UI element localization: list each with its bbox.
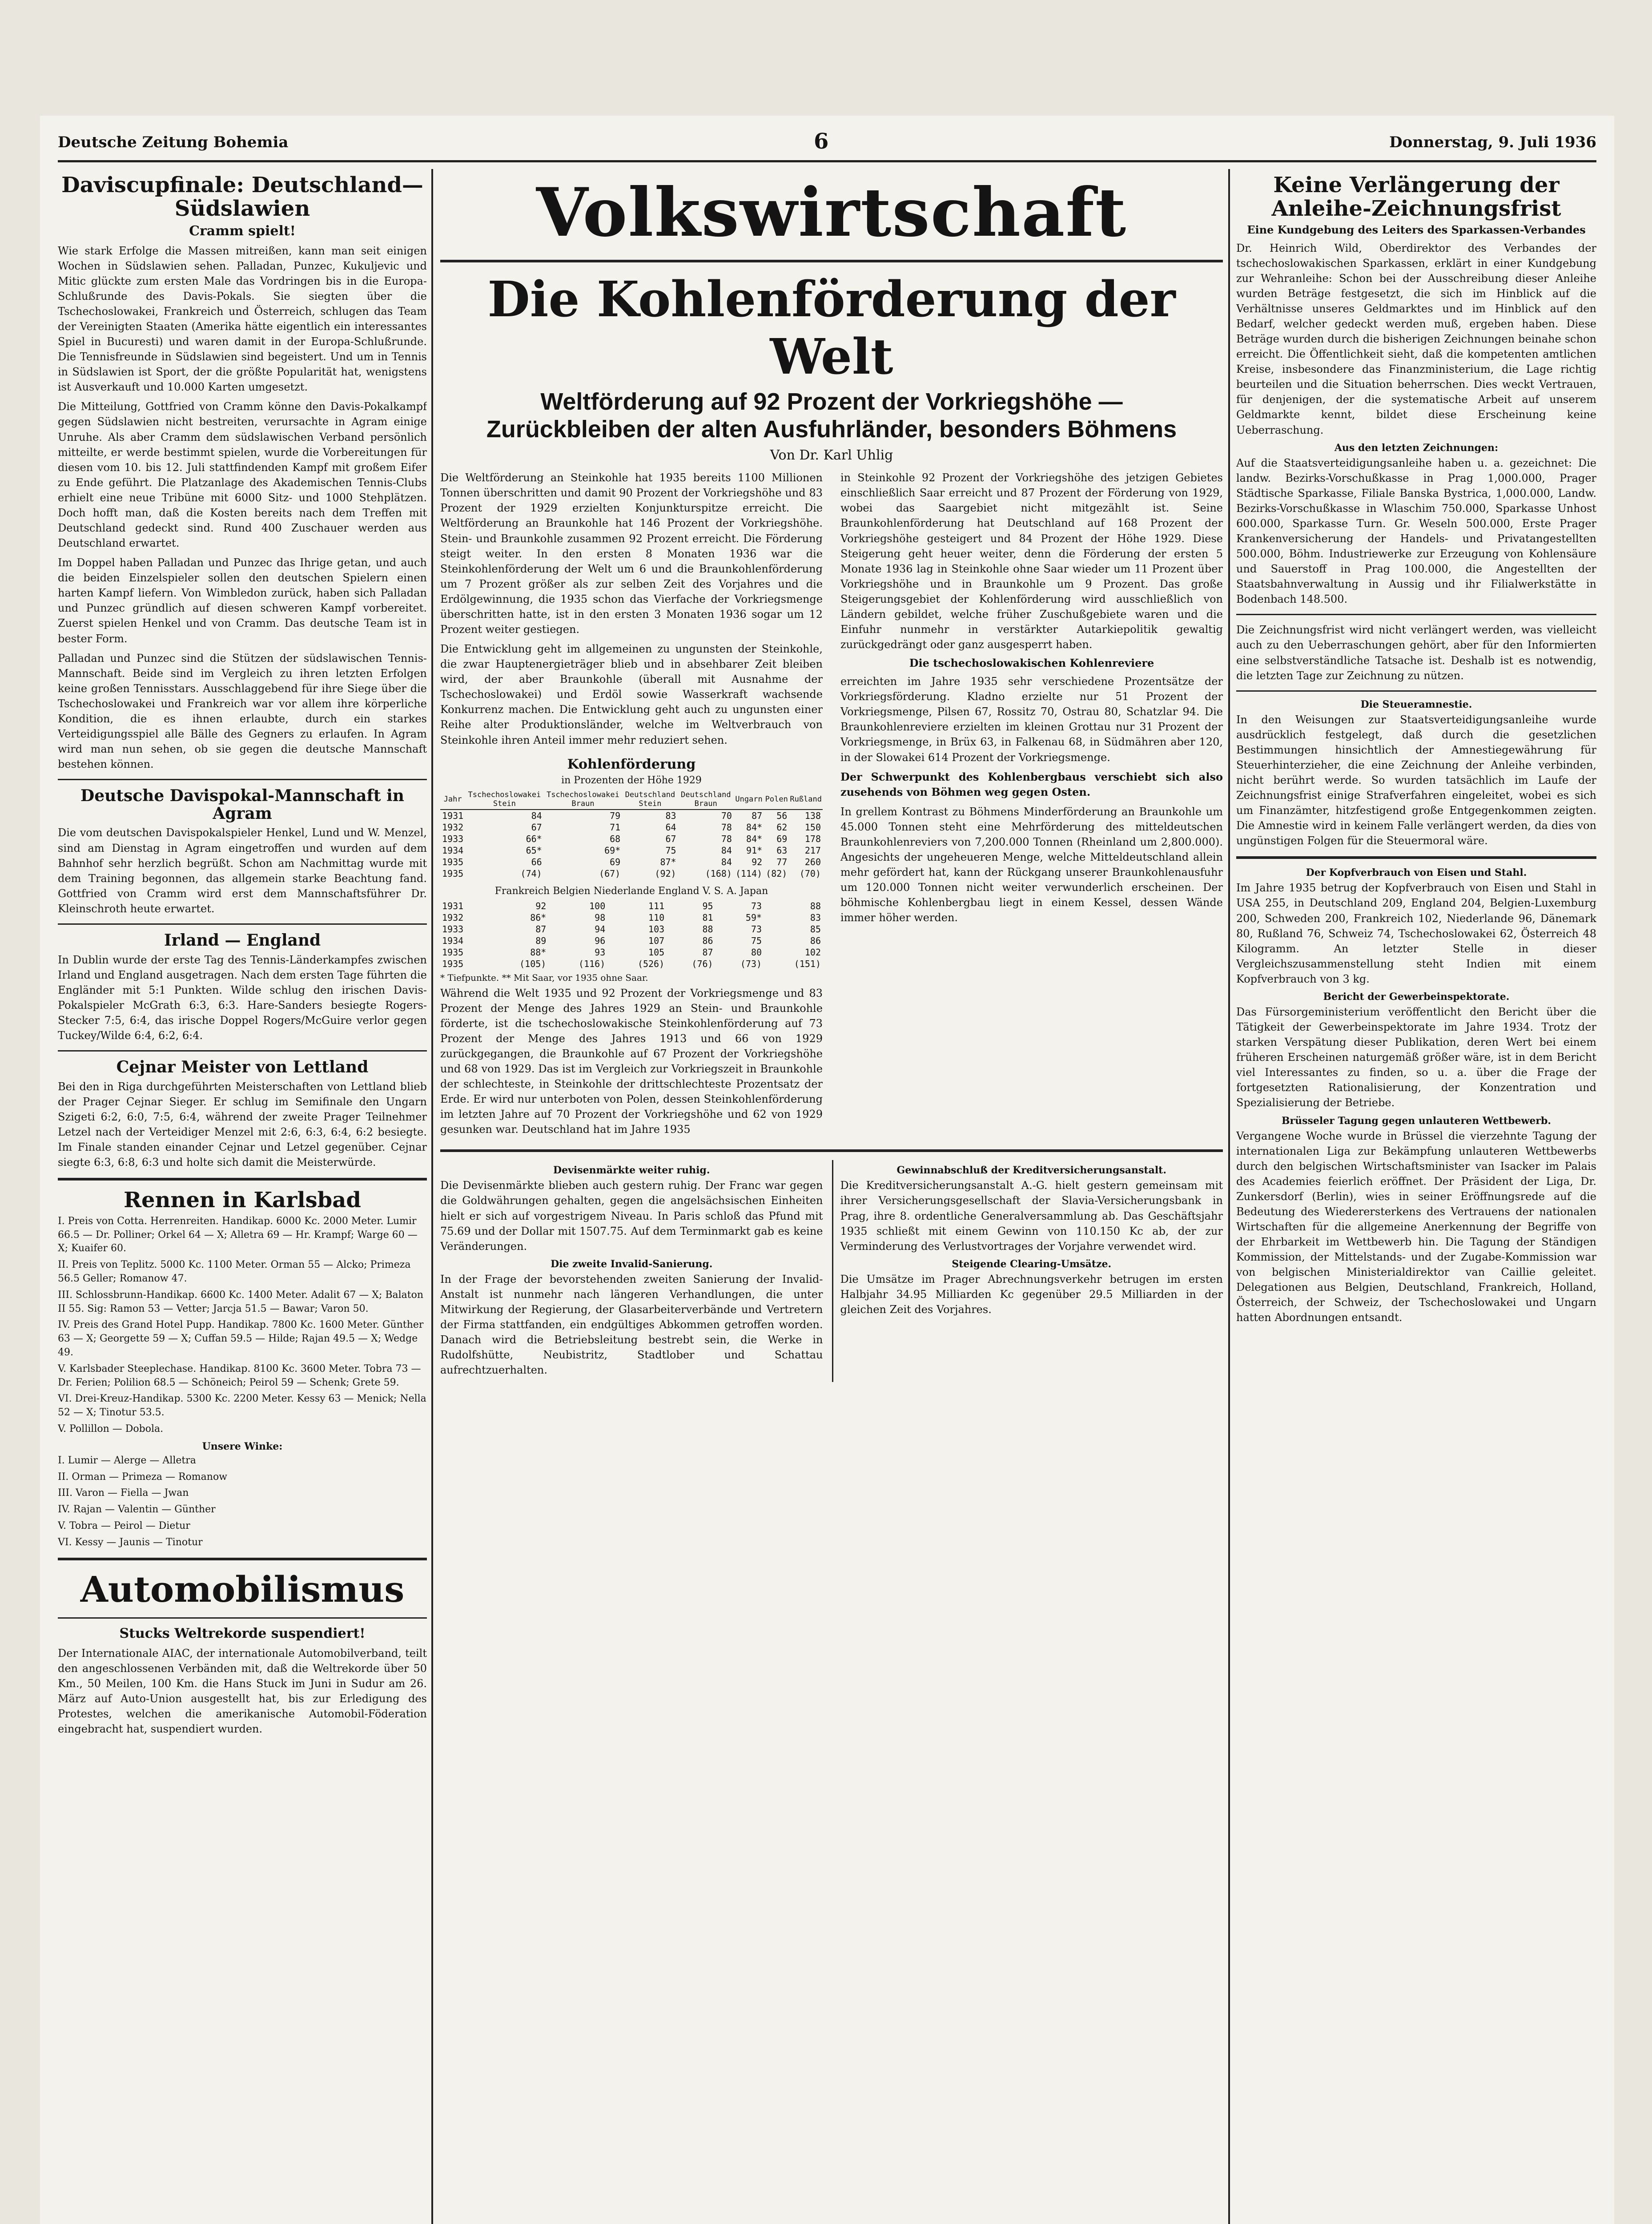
table-cell: 92 (535, 900, 547, 911)
newspaper-page (40, 116, 1614, 2224)
table-cell: 178 (804, 833, 821, 844)
koks-headline: Der Kopfverbrauch von Eisen und Stahl. (1306, 867, 1527, 879)
table-cell: 83 (665, 810, 676, 821)
table-cell: 96 (595, 935, 606, 946)
table-cell: 87 (535, 923, 547, 935)
tipp-line: I. Lumir — Alerge — Alletra (58, 1454, 196, 1466)
list-title: Aus den letzten Zeichnungen: (1334, 442, 1499, 454)
race-entry: V. Karlsbader Steeplechase. Handikap. 8100 Kc. 3600 Meter. Tobra 73 — Dr. Ferien; Polilion 68.5 — Schöneich; Peirol 59 — Schenk; Grete 59. (58, 1363, 421, 1388)
table-cell: 63 (776, 845, 788, 856)
table-cell: (70) (799, 868, 821, 879)
article-body (440, 470, 1223, 1141)
table-cell: (151) (794, 958, 821, 969)
table-cell: 88 (810, 900, 821, 911)
table-cell: 80 (751, 947, 762, 958)
table-row (440, 900, 823, 912)
table-cell: 84 (721, 856, 732, 867)
auto-subtitle: Stucks Weltrekorde suspendiert! (119, 1625, 366, 1641)
article-deck: Weltförderung auf 92 Prozent der Vorkriegshöhe — Zurückbleiben der alten Ausfuhrländer, besonders Böhmens (486, 388, 1177, 443)
center-column (440, 169, 1223, 2224)
rennen-headline: Rennen in Karlsbad (124, 1188, 361, 1213)
left-column (58, 169, 427, 2224)
table-cell: 1935 (442, 856, 464, 867)
table-cell: 81 (702, 912, 713, 923)
divider (1236, 856, 1596, 859)
divider (1236, 614, 1596, 615)
coal-table-2 (440, 900, 823, 970)
table-cell: 1935 (442, 947, 464, 958)
tipp-line: II. Orman — Primeza — Romanow (58, 1471, 228, 1483)
table-cell: 68 (610, 833, 621, 844)
table-cell: 75 (665, 845, 676, 856)
table-row (440, 958, 823, 970)
keine-headline: Keine Verlängerung der Anleihe-Zeichnungsfrist (1271, 173, 1561, 221)
article-paragraph: Das Fürsorgeministerium veröffentlicht den Bericht über die Tätigkeit der Gewerbeinspektorate im Jahre 1934. Trotz der starken Verspätung dieser Publikation, deren Wert bei einem früheren Erscheinen naturgemäß größer wäre, ist in dem Bericht viel Interessantes zu finden, so u. a. über die Frage der fortgesetzten Rationalisierung, der Konzentration und Spezialisierung der Betriebe. (1236, 1005, 1596, 1109)
table-cell: 59* (745, 912, 762, 923)
article-paragraph: erreichten im Jahre 1935 sehr verschiedene Prozentsätze der Vorkriegsförderung. Kladno erzielte nur 51 Prozent der Vorkriegsmenge, Pilsen 67, Rossitz 70, Ostrau 80, Schatzlar 94. Die Braunkohlenreviere erzielten im kleinen Grottau nur 31 Prozent der Vorkriegsmenge, in Brüx 63, in Falkenau 68, in Südmähren aber 120, in der Slowakei 614 Prozent der Vorkriegsmenge. (840, 675, 1223, 764)
table-row (440, 822, 823, 833)
table-cell: 86 (702, 935, 713, 946)
table-cell: 78 (721, 833, 732, 844)
table-cell: 87 (702, 947, 713, 958)
table-row (440, 856, 823, 868)
race-entry: III. Schlossbrunn-Handikap. 6600 Kc. 1400 Meter. Adalit 67 — X; Balaton II 55. Sig: Ramon 53 — Vetter; Jarcja 51.5 — Bawar; Varon 50. (58, 1289, 424, 1314)
table-cell: 1934 (442, 935, 464, 946)
brief-title: Devisenmärkte weiter ruhig. (553, 1164, 710, 1176)
article-paragraph: Im Doppel haben Palladan und Punzec das Ihrige getan, und auch die beiden Einzelspieler sollen den deutschen Spielern einen harten Kampf liefern. Von Wimbledon zurück, haben sich Palladan und Punzec gründlich auf diesen schweren Kampf vorbereitet. Zuerst spielen Henkel und von Cramm. Das deutsche Team ist in bester Form. (58, 556, 427, 645)
article-paragraph: Bei den in Riga durchgeführten Meisterschaften von Lettland blieb der Prager Cejnar Sieger. Er schlug im Semifinale den Ungarn Szigeti 6:2, 6:0, 7:5, 6:4, während der zweite Prager Teilnehmer Letzel nach der Verteidiger Menzel mit 2:6, 6:3, 6:4, 6:2 besiegte. Im Finale standen einander Cejnar und Letzel gegenüber. Cejnar siegte 6:3, 6:8, 6:3 und holte sich damit die Meisterwürde. (58, 1080, 427, 1168)
table-cell: 87* (660, 856, 676, 867)
divider (58, 923, 427, 925)
brief-text: Die Kreditversicherungsanstalt A.-G. hielt gestern gemeinsam mit ihrer Versicherungsgesellschaft der Slavia-Versicherungsbank in Prag, ihre 8. ordentliche Generalversammlung ab. Das Geschäftsjahr 1935 schließt mit einem Gewinn von 110.150 Kc ab, der zur Verminderung des Verlustvortrages der Vorjahre verwendet wird. (840, 1179, 1223, 1253)
table-cell: 86* (530, 912, 547, 923)
table-cell: (73) (740, 958, 762, 969)
article-paragraph: In Dublin wurde der erste Tag des Tennis-Länderkampfes zwischen Irland und England ausgetragen. Nach dem ersten Tage führten die Engländer mit 5:1 Punkten. Wilde schlug den irischen Davis-Pokalspieler McGrath 6:3, 6:3. Hare-Sanders besiegte Rogers-Stecker 7:5, 6:4, das irische Doppel Rogers/McGuire verlor gegen Tuckey/Wilde 6:4, 6:2, 6:4. (58, 953, 427, 1042)
table-cell: (105) (519, 958, 547, 969)
brief-title: Die zweite Invalid-Sanierung. (551, 1258, 713, 1270)
article-paragraph: Auf die Staatsverteidigungsanleihe haben u. a. gezeichnet: Die landw. Bezirks-Vorschußkasse in Prag 1,000.000, Prager Städtische Sparkasse, Filiale Banska Bystrica, 1,000.000, Landw. Bezirks-Vorschußkasse in Wlaschim 750.000, Sparkasse Unhost 600.000, Sparkasse Turn. Gr. Weseln 500.000, Erste Prager Krankenversicherung der Handels- und Privatangestellten 500.000, Böhm. Industriewerke zur Erzeugung von Kohlensäure und Sauerstoff in Prag 100.000, die Angestellten der Staatsbahnverwaltung in Aussig und ihr Filialwerkstätte in Bodenbach 148.500. (1236, 456, 1596, 606)
divider (58, 1178, 427, 1180)
table-cell: 88* (530, 947, 547, 958)
table-cell: 94 (595, 923, 606, 935)
table-cell: (168) (705, 868, 732, 879)
race-entry: VI. Drei-Kreuz-Handikap. 5300 Kc. 2200 Meter. Kessy 63 — Menick; Nella 52 — X; Tinotur 53.5. (58, 1393, 426, 1418)
table-cell: 69 (610, 856, 621, 867)
cejnar-headline: Cejnar Meister von Lettland (116, 1057, 369, 1076)
table-header-cell: Tschechoslowakei Stein (465, 790, 544, 810)
table-cell: 84 (721, 845, 732, 856)
table-header-cell: Jahr (440, 790, 465, 810)
davis-headline: Daviscupfinale: Deutschland—Südslawien (61, 173, 423, 221)
irland-headline: Irland — England (164, 931, 321, 950)
table-subtitle: in Prozenten der Höhe 1929 (561, 774, 702, 786)
brief-block (832, 1160, 1223, 1382)
bruessel-headline: Brüsseler Tagung gegen unlauteren Wettbewerb. (1281, 1115, 1552, 1127)
page-header (58, 129, 1596, 156)
table-row (440, 833, 823, 845)
brief-block (440, 1160, 823, 1382)
table-cell: 67 (665, 833, 676, 844)
article-paragraph: Die vom deutschen Davispokalspieler Henkel, Lund und W. Menzel, sind am Dienstag in Agram eingetroffen und wurden auf dem Bahnhof sehr herzlich begrüßt. Schon am Nachmittag wurde mit dem Training begonnen, das allgemein starke Beachtung fand. Gottfried von Cramm wird erst dem Mannschaftsführer Dr. Kleinschroth heute erwartet. (58, 826, 427, 915)
article-paragraph: Die Weltförderung an Steinkohle hat 1935 bereits 1100 Millionen Tonnen überschritten und damit 90 Prozent der Vorkriegshöhe und 83 Prozent der 1929 erzielten Konjunkturspitze erreicht. Die Weltförderung an Braunkohle hat 146 Prozent der Vorkriegshöhe. Stein- und Braunkohle zusammen 92 Prozent erreicht. Die Förderung steigt weiter. In den ersten 8 Monaten 1936 war die Steinkohlenförderung der Welt um 6 und die Braunkohlenförderung um 7 Prozent größer als zur selben Zeit des Vorjahres und die Erdölgewinnung, die 1935 schon das Vierfache der Vorkriegsmenge überschritten hatte, ist in den ersten 3 Monaten 1936 sogar um 12 Prozent weiter gestiegen. (440, 471, 823, 636)
table-cell: 88 (702, 923, 713, 935)
table-cell: 89 (535, 935, 547, 946)
table-row (440, 935, 823, 947)
table-row (440, 947, 823, 958)
table-cell: 102 (804, 947, 821, 958)
table-cell: 100 (589, 900, 606, 911)
table-cell: 95 (702, 900, 713, 911)
table-cell: 1934 (442, 845, 464, 856)
race-entry: V. Pollillon — Dobola. (58, 1423, 164, 1434)
table-cell: 98 (595, 912, 606, 923)
table-cell: (74) (520, 868, 542, 879)
table-title: Kohlenförderung (567, 756, 696, 772)
table-cell: 84* (746, 822, 763, 833)
brief-text: In der Frage der bevorstehenden zweiten Sanierung der Invalid-Anstalt ist nunmehr nach längeren Verhandlungen, die unter Mitwirkung der Regierung, der Glasarbeiterverbände und Vertretern der Firma stattfanden, ein endgültiges Abkommen getroffen worden. Danach wird die Betriebsleitung bestrebt sein, die Werke in Rudolfshütte, Neubistritz, Stadtlober und Schattau aufrechtzuerhalten. (440, 1273, 823, 1377)
article-paragraph: Die Zeichnungsfrist wird nicht verlängert werden, was vielleicht auch zu den Ueberraschungen gehört, aber für den Informierten eine selbstverständliche Tatsache ist. Deshalb ist es notwendig, die letzten Tage zur Zeichnung zu nützen. (1236, 624, 1596, 682)
steuer-headline: Die Steueramnestie. (1360, 698, 1472, 710)
table-cell: 85 (810, 923, 821, 935)
table-header-cell: Deutschland Braun (678, 790, 734, 810)
table-header-cell: Ungarn (734, 790, 764, 810)
article-paragraph: Der Schwerpunkt des Kohlenbergbaus verschiebt sich also zusehends von Böhmen weg gegen Osten. (840, 770, 1223, 798)
table-cell: 77 (776, 856, 788, 867)
table-cell: 87 (752, 810, 763, 821)
davis-subtitle: Cramm spielt! (189, 223, 296, 239)
column-separator (431, 169, 433, 2224)
table-header-cell: Polen (764, 790, 789, 810)
table-cell: 71 (610, 822, 621, 833)
tipp-line: IV. Rajan — Valentin — Günther (58, 1504, 216, 1515)
table-row (440, 868, 823, 879)
table-cell: 92 (752, 856, 763, 867)
article-paragraph: Dr. Heinrich Wild, Oberdirektor des Verbandes der tschechoslowakischen Sparkassen, erklärt in einer Kundgebung zur Wehranleihe: Schon bei der Ausschreibung dieser Anleihe wurden Beträge festgesetzt, die sich im Hinblick auf die Verhältnisse unseres Geldmarktes und im Hinblick auf den Bedarf, welcher gedeckt werden muß, ergeben haben. Diese Beträge wurden durch die bisherigen Zeichnungen beinahe schon erreicht. Die Öffentlichkeit sieht, daß die kompetenten amtlichen Kreise, insbesondere das Finanzministerium, die Lage richtig beurteilen und die Situation beherrschen. Dies weckt Vertrauen, für denjenigen, der die systematische Arbeit auf unserem Geldmarkte kennt, bildet diese Erscheinung keine Ueberraschung. (1236, 242, 1596, 436)
table-cell: 1931 (442, 810, 464, 821)
table-cell: 103 (648, 923, 665, 935)
article-paragraph: Die Mitteilung, Gottfried von Cramm könne den Davis-Pokalkampf gegen Südslawien nicht bestreiten, verursachte in Agram einige Unruhe. Als aber Cramm dem südslawischen Verband persönlich mitteilte, er werde bestimmt spielen, wurde die Vorbereitungen für diesen vom 10. bis 12. Juli stattfindenden Kampf mit großem Eifer zu Ende geführt. Die Platzanlage des Akademischen Tennis-Clubs erhielt eine neue Tribüne mit 6000 Sitz- und 1000 Stehplätzen. Doch hofft man, daß die Kosten bereits nach dem Treffen mit Deutschland gedeckt sind. Rund 400 Zuschauer werden aus Deutschland erwartet. (58, 400, 427, 550)
table-cell: 1935 (442, 868, 464, 879)
table-cell: 110 (648, 912, 665, 923)
table-cell: 260 (804, 856, 821, 867)
table-cell: 69* (604, 845, 621, 856)
table-header-cell: Tschechoslowakei Braun (544, 790, 623, 810)
economy-briefs (440, 1160, 1223, 1382)
table-cell: 91* (746, 845, 763, 856)
table-cell: 83 (810, 912, 821, 923)
table-cell: 62 (776, 822, 788, 833)
right-column (1236, 169, 1596, 2224)
table-cell: 107 (648, 935, 665, 946)
brief-text: Die Devisenmärkte blieben auch gestern ruhig. Der Franc war gegen die Goldwährungen gehalten, gegen die angelsächsischen Einheiten hielt er sich auf vorgestrigem Niveau. In Paris schloß das Pfund mit 75.69 und der Dollar mit 1507.75. Auf dem Terminmarkt gab es keine Veränderungen. (440, 1179, 823, 1253)
brief-title: Steigende Clearing-Umsätze. (952, 1258, 1112, 1270)
table-cell: 105 (648, 947, 665, 958)
article-paragraph: Im Jahre 1935 betrug der Kopfverbrauch von Eisen und Stahl in USA 255, in Deutschland 209, England 204, Belgien-Luxemburg 200, Schweden 200, Frankreich 102, Niederlande 96, Dänemark 80, Rußland 76, Schweiz 74, Tschechoslowakei 62, Österreich 48 Kilogramm. An letzter Stelle in dieser Vergleichszusammenstellung steht Indien mit einem Kopfverbrauch von 3 kg. (1236, 882, 1596, 985)
brief-text: Die Umsätze im Prager Abrechnungsverkehr betrugen im ersten Halbjahr 34.95 Milliarden Kc gegenüber 29.5 Milliarden in der gleichen Zeit des Vorjahres. (840, 1273, 1223, 1316)
page-number: 6 (814, 129, 829, 154)
article-byline: Von Dr. Karl Uhlig (770, 447, 893, 463)
column-separator (1228, 169, 1230, 2224)
table-cell: 111 (648, 900, 665, 911)
table-cell: 1931 (442, 900, 464, 911)
tipp-title: Unsere Winke: (202, 1440, 283, 1452)
table-cell: (114) (735, 868, 763, 879)
divider (58, 779, 427, 780)
article-paragraph: Während die Welt 1935 und 92 Prozent der Vorkriegsmenge und 83 Prozent der Menge des Jahres 1929 an Stein- und Braunkohle förderte, ist die tschechoslowakische Steinkohlenförderung auf 73 Prozent der Menge des Jahres 1913 und 66 von 1929 zurückgegangen, die Braunkohle auf 67 Prozent der Vorkriegshöhe und 68 von 1929. Das ist im Vergleich zur Vorkriegszeit in Braunkohle der schlechteste, in Steinkohle der drittschlechteste Prozentsatz der Erde. Er wird nur unterboten von Polen, dessen Steinkohlenförderung im letzten Jahre auf 70 Prozent der Vorkriegshöhe und 62 von 1929 gesunken war. Deutschland hat im Jahre 1935 (440, 987, 823, 1136)
table-row (440, 923, 823, 935)
divider (58, 1617, 427, 1619)
header-left: Deutsche Zeitung Bohemia (58, 133, 289, 151)
table-cell: 66 (531, 856, 542, 867)
table-cell: 93 (595, 947, 606, 958)
table-cell: 65* (526, 845, 542, 856)
tipp-line: VI. Kessy — Jaunis — Tinotur (58, 1536, 203, 1548)
table-cell: 73 (751, 900, 762, 911)
header-rule (58, 160, 1596, 162)
article-title: Die Kohlenförderung der Welt (487, 270, 1176, 385)
table-footnote: * Tiefpunkte. ** Mit Saar, vor 1935 ohne Saar. (440, 972, 648, 983)
race-entry: IV. Preis des Grand Hotel Pupp. Handikap. 7800 Kc. 1600 Meter. Günther 63 — X; Georgette 59 — X; Cuffan 59.5 — Hilde; Rajan 49.5 — X; Wedge 49. (58, 1319, 424, 1358)
gewerbe-headline: Bericht der Gewerbeinspektorate. (1323, 991, 1510, 1003)
table-cell: 70 (721, 810, 732, 821)
table-row (440, 810, 823, 822)
table-cell: (526) (637, 958, 665, 969)
table-cell: 79 (610, 810, 621, 821)
table-cell: 84* (746, 833, 763, 844)
divider (440, 260, 1223, 262)
section-subhead: Die tschechoslowakischen Kohlenreviere (909, 657, 1154, 670)
dav2-headline: Deutsche Davispokal-Mannschaft in Agram (80, 786, 404, 823)
article-body-left (440, 470, 823, 1141)
table-cell: 67 (531, 822, 542, 833)
auto-headline: Automobilismus (80, 1568, 405, 1610)
table-cell: 86 (810, 935, 821, 946)
article-paragraph: In den Weisungen zur Staatsverteidigungsanleihe wurde ausdrücklich festgelegt, daß durch die gesetzlichen Bestimmungen hinsichtlich der Amnestiegewährung für Steuerhinterzieher, die eine Zeichnung der Anleihe verbinden, nicht berührt werde. So wurden tatsächlich im Laufe der Zeichnungsfrist einige Strafverfahren eingeleitet, wobei es sich um Finanzämter, hitzfestigend große Entgegenkommen zeigten. Die Amnestie wird in keinem Falle verlängert werden, da dies von ungünstigen Folgen für die Steuermoral wäre. (1236, 713, 1596, 847)
table-header-cell: Rußland (789, 790, 823, 810)
coal-table-1 (440, 790, 823, 879)
article-body-right (840, 470, 1223, 1141)
table-cell: 56 (776, 810, 788, 821)
table-2-title: Frankreich Belgien Niederlande England V. S. A. Japan (494, 885, 768, 897)
article-paragraph: In grellem Kontrast zu Böhmens Minderförderung an Braunkohle um 45.000 Tonnen steht eine Mehrförderung des mitteldeutschen Braunkohlenreviers von 7,200.000 Tonnen (Rheinland um 2,800.000). Angesichts der ungeheueren Menge, welche Mitteldeutschland allein mehr gefördert hat, kann der Rückgang unserer Braunkohlenausfuhr um 120.000 Tonnen nicht weiter verwunderlich erscheinen. Der böhmische Kohlenbergbau liegt in einem Kessel, dessen Wände immer höher werden. (840, 805, 1223, 924)
divider (58, 1558, 427, 1560)
table-cell: 1932 (442, 822, 464, 833)
keine-subtitle: Eine Kundgebung des Leiters des Sparkassen-Verbandes (1247, 223, 1586, 236)
table-cell: 1935 (442, 958, 464, 969)
header-date: Donnerstag, 9. Juli 1936 (1389, 133, 1596, 151)
table-cell: 217 (804, 845, 821, 856)
table-cell: 66* (526, 833, 542, 844)
table-cell: 1933 (442, 923, 464, 935)
table-cell: 84 (531, 810, 542, 821)
divider (1236, 690, 1596, 692)
table-cell: 64 (665, 822, 676, 833)
divider (58, 1050, 427, 1052)
table-cell: 73 (751, 923, 762, 935)
brief-title: Gewinnabschluß der Kreditversicherungsanstalt. (896, 1164, 1167, 1176)
tipp-line: V. Tobra — Peirol — Dietur (58, 1520, 190, 1531)
table-row (440, 845, 823, 856)
table-row (440, 912, 823, 923)
table-cell: 1932 (442, 912, 464, 923)
article-paragraph: Die Entwicklung geht im allgemeinen zu ungunsten der Steinkohle, die zwar Hauptenergieträger blieb und in absehbarer Zeit bleiben wird, der aber Braunkohle (überall mit Ausnahme der Tschechoslowakei) und Erdöl sowie Wasserkraft wachsende Konkurrenz machen. Die Entwicklung geht auch zu ungunsten einer Reihe alter Produktionsländer, welche im Weltverbrauch von Steinkohle ihren Anteil immer mehr reduziert sehen. (440, 643, 823, 746)
article-paragraph: in Steinkohle 92 Prozent der Vorkriegshöhe des jetzigen Gebietes einschließlich Saar erreicht und 87 Prozent der Förderung von 1929, wobei das Saargebiet nicht mitgezählt ist. Seine Braunkohlenförderung hat Deutschland auf 168 Prozent der Vorkriegshöhe gesteigert und 84 Prozent der Höhe 1929. Diese Steigerung geht heuer weiter, denn die Förderung der ersten 5 Monate 1936 lag in Steinkohle ohne Saar wieder um 11 Prozent über Vorkriegshöhe und in Braunkohle um 9 Prozent. Das große Steigerungsgebiet der Kohlenförderung wird ausschließlich von Ländern gebildet, welche früher Zuschußgebiete waren und die Einfuhr nunmehr in verstärkter Autarkiepolitik gewaltig zurückgedrängt oder ganz ausgesperrt haben. (840, 471, 1223, 651)
table-cell: 69 (776, 833, 788, 844)
table-cell: 1933 (442, 833, 464, 844)
race-entry: II. Preis von Teplitz. 5000 Kc. 1100 Meter. Orman 55 — Alcko; Primeza 56.5 Geller; Romanow 47. (58, 1259, 411, 1285)
table-cell: (116) (579, 958, 606, 969)
table-cell: (67) (599, 868, 621, 879)
section-masthead: Volkswirtschaft (536, 173, 1127, 252)
table-cell: 150 (804, 822, 821, 833)
table-cell: 75 (751, 935, 762, 946)
table-cell: (76) (691, 958, 713, 969)
table-cell: (82) (766, 868, 788, 879)
table-cell: 78 (721, 822, 732, 833)
article-paragraph: Vergangene Woche wurde in Brüssel die vierzehnte Tagung der internationalen Liga zur Bekämpfung unlauteren Wettbewerbs durch den belgischen Wirtschaftsminister van Isacker im Palais des Academies feierlich eröffnet. Der Präsident der Liga, Dr. Zunkersdorf (Berlin), wies in seiner Eröffnungsrede auf die Bedeutung des Wiederersterkens des Vertrauens der nationalen Wirtschaften für die allgemeine Anerkennung der Begriffe von der Ehrbarkeit im Wettbewerb hin. Die Tagung der Ständigen Kommission, der Mittelstands- und der Zugabe-Kommission war von belgischen Ministerialdirektor van Caillie geleitet. Delegationen aus Belgien, Deutschland, Frankreich, Holland, Österreich, der Schweiz, der Tschechoslowakei und Ungarn hatten Abordnungen entsandt. (1236, 1129, 1596, 1324)
article-paragraph: Wie stark Erfolge die Massen mitreißen, kann man seit einigen Wochen in Südslawien sehen. Palladan, Punzec, Kukuljevic und Mitic glückte zum ersten Male das Vordringen bis in die Europa-Schlußrunde des Davis-Pokals. Sie siegten über die Tschechoslowakei, Frankreich und Österreich, schlugen das Team der Vereinigten Staaten (Amerika hätte eigentlich ein interessantes Spiel in Bucuresti) und waren damit in der Europa-Schlußrunde. Die Tennisfreunde in Südslawien sind begeistert. Und um in Tennis in Südslawien ist Sport, der die größte Popularität hat, wenigstens ist Ausverkauft und 10.000 Karten umgesetzt. (58, 244, 427, 394)
table-cell: 138 (804, 810, 821, 821)
race-entry: I. Preis von Cotta. Herrenreiten. Handikap. 6000 Kc. 2000 Meter. Lumir 66.5 — Dr. Polliner; Orkel 64 — X; Alletra 69 — Hr. Krampf; Warge 60 — X; Kuaifer 60. (58, 1215, 418, 1254)
article-paragraph: Der Internationale AIAC, der internationale Automobilverband, teilt den angeschlossenen Verbänden mit, daß die Weltrekorde über 50 Km., 50 Meilen, 100 Km. die Hans Stuck im Juni in Sudur am 26. März auf Auto-Union ausgestellt hat, bis zur Erledigung des Protestes, welchen die amerikanische Automobil-Föderation eingebracht hat, suspendiert wurden. (58, 1647, 427, 1735)
table-header-cell: Deutschland Stein (622, 790, 678, 810)
tipp-line: III. Varon — Fiella — Jwan (58, 1487, 189, 1499)
divider (440, 1149, 1223, 1152)
table-cell: (92) (655, 868, 676, 879)
article-paragraph: Palladan und Punzec sind die Stützen der südslawischen Tennis-Mannschaft. Beide sind im Vergleich zu ihren letzten Erfolgen keine großen Tennisstars. Ausschlaggebend für ihre Siege über die Tschechoslowakei und Frankreich war vor allem ihre körperliche Kondition, die es ihnen erlaubte, durch ein starkes Verteidigungsspiel alle Bälle des Gegners zu erlaufen. In Agram wird man nun sehen, ob sie gegen die deutsche Mannschaft bestehen können. (58, 652, 427, 771)
